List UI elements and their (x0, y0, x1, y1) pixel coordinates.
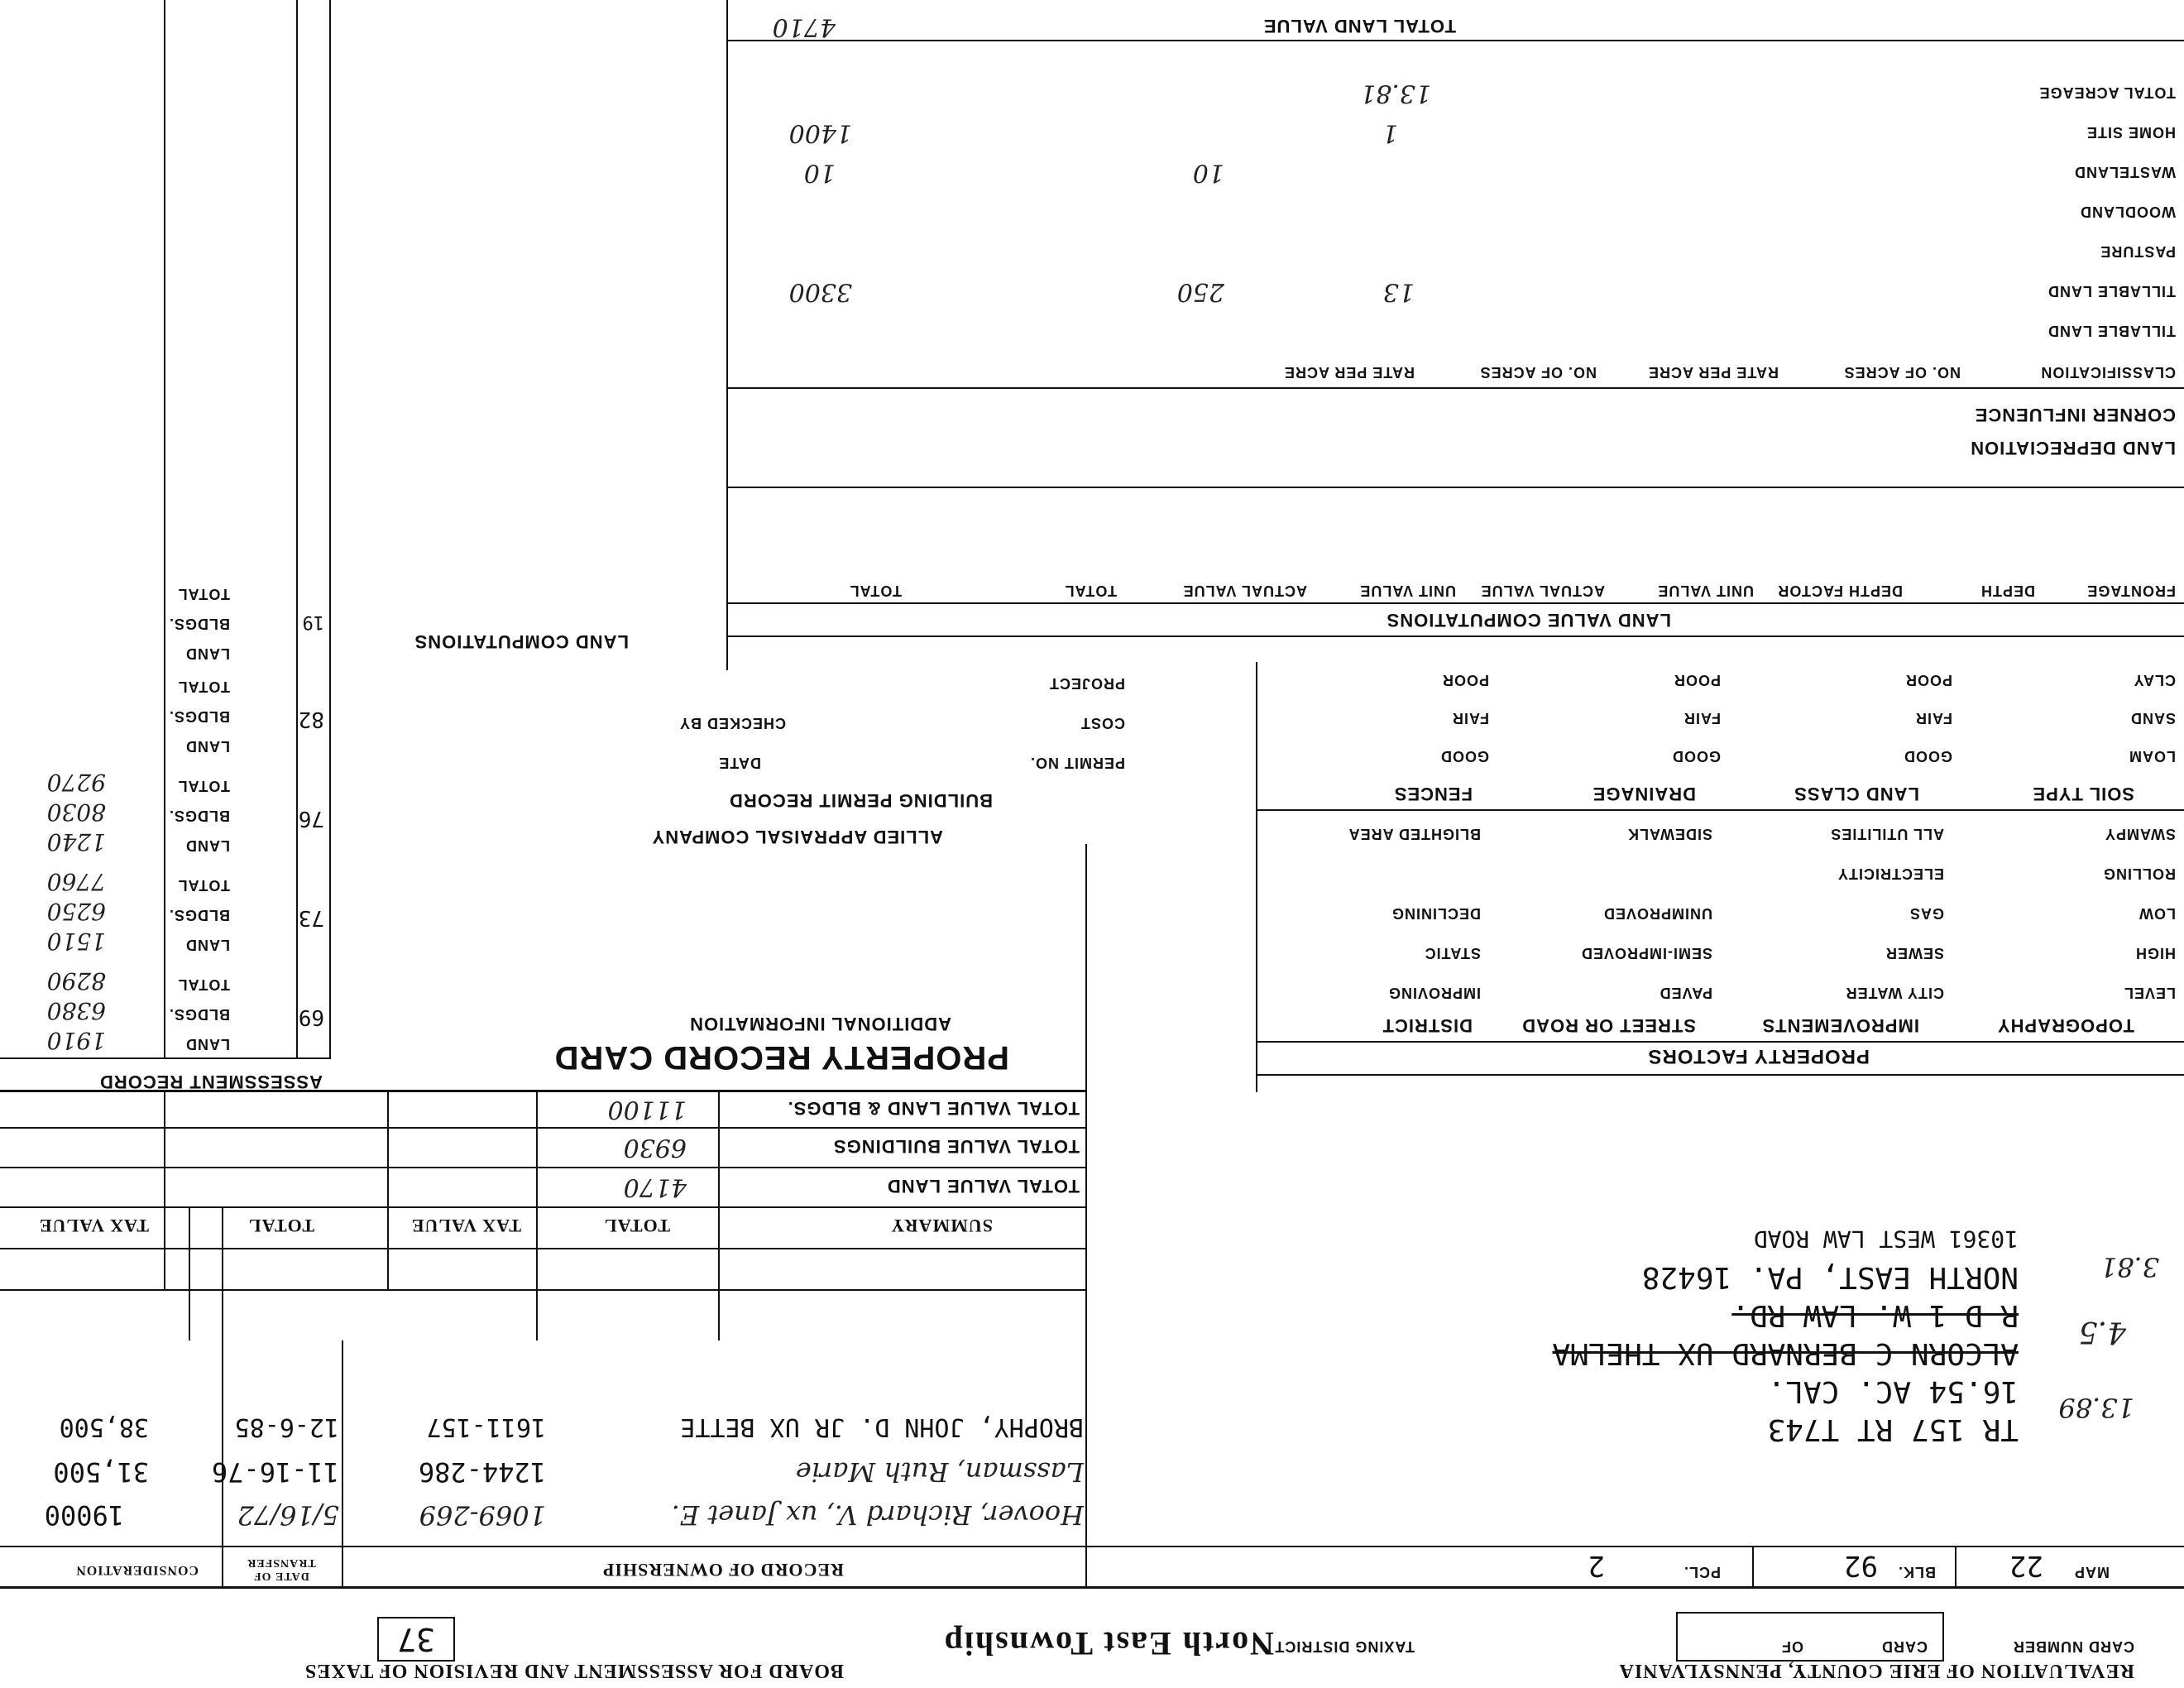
assessment-blank-rows (0, 0, 329, 662)
lv-classification: CLASSIFICATION (2040, 364, 2176, 381)
date-of-transfer-label: DATE OF TRANSFER (247, 1556, 316, 1582)
address-line-5: NORTH EAST, PA. 16428 (1641, 1260, 2019, 1294)
assess-bldgs-1: BLDGS. (168, 1006, 230, 1023)
book-1: 1069-269 (419, 1499, 546, 1531)
summary-tax-value-label-2: TAX VALUE (38, 1216, 149, 1236)
lv-unit-value: UNIT VALUE (1657, 583, 1754, 599)
lv-tillable-1: TILLABLE LAND (2048, 323, 2176, 339)
assess-blank-bldgs: BLDGS. (168, 616, 230, 632)
assess-bldgs-1-val: 6380 (46, 997, 106, 1024)
lv-pasture: PASTURE (2100, 243, 2176, 260)
allied-label: ALLIED APPRAISAL COMPANY (651, 827, 943, 847)
pf-fences: FENCES (1393, 784, 1473, 804)
pf-semi-improved: SEMI-IMPROVED (1580, 945, 1712, 961)
assess-bldgs-2-val: 6250 (46, 898, 106, 925)
property-factors-title: PROPERTY FACTORS (1647, 1045, 1870, 1067)
map-label: MAP (2074, 1564, 2110, 1580)
assess-bldgs-3: BLDGS. (168, 808, 230, 824)
corner-influence-label: CORNER INFLUENCE (1974, 405, 2176, 425)
margin-note-1: 13.89 (2058, 1392, 2134, 1423)
pf-unimproved: UNIMPROVED (1602, 905, 1712, 922)
header-left: REVALUATION OF ERIE COUNTY, PENNSYLVANIA (1618, 1660, 2134, 1681)
map-value: 22 (2009, 1549, 2043, 1582)
margin-note-2: 4.5 (2078, 1315, 2126, 1349)
date-3: 12-6-85 (234, 1412, 339, 1441)
owner-1: Hoover, Richard V., ux Janet E. (671, 1499, 1084, 1531)
lv-tillable-2: TILLABLE LAND (2048, 283, 2176, 300)
pf-city-water: CITY WATER (1845, 985, 1944, 1001)
pf-header-street: STREET OR ROAD (1521, 1015, 1696, 1036)
lv-homesite-total: 1400 (788, 118, 852, 147)
lv-total-acreage: TOTAL ACREAGE (2038, 84, 2176, 101)
pf-fair-3: FAIR (1451, 710, 1489, 727)
lv-home-site: HOME SITE (2086, 124, 2176, 141)
ownership-title: RECORD OF OWNERSHIP (602, 1560, 844, 1580)
lv-no-acres: NO. OF ACRES (1843, 364, 1961, 381)
pf-high: HIGH (2135, 945, 2176, 961)
summary-bldgs-total: 6930 (623, 1133, 687, 1162)
summary-total-label: TOTAL (604, 1216, 670, 1236)
assess-blank-year: 19 (302, 611, 324, 632)
district-box: 37 (377, 1617, 455, 1662)
assess-year-3: 76 (298, 806, 324, 831)
assess-land-2: LAND (185, 937, 230, 953)
total-land-value-label: TOTAL LAND VALUE (1262, 16, 1456, 36)
summary-label: SUMMARY (890, 1216, 993, 1236)
land-value-title: LAND VALUE COMPUTATIONS (1386, 610, 1671, 631)
pf-swampy: SWAMPY (2104, 826, 2176, 842)
assess-year-2: 73 (298, 905, 324, 930)
pf-poor-2: POOR (1673, 672, 1721, 688)
lv-actual-value-2: ACTUAL VALUE (1182, 583, 1307, 599)
assess-total-1-val: 8290 (46, 967, 106, 995)
lv-frontage: FRONTAGE (2086, 583, 2176, 599)
assess-total-1: TOTAL (177, 976, 230, 993)
owner-3: BROPHY, JOHN D. JR UX BETTE (680, 1412, 1084, 1441)
assess-year-1: 69 (298, 1005, 324, 1029)
pf-drainage: DRAINAGE (1592, 784, 1696, 804)
permit-no-label: PERMIT NO. (1029, 755, 1125, 771)
consideration-3: 38,500 (59, 1412, 149, 1441)
pf-fair-2: FAIR (1683, 710, 1721, 727)
pf-fair-1: FAIR (1914, 710, 1952, 727)
assess-total-3: TOTAL (177, 778, 230, 794)
township-name: North East Township (942, 1625, 1274, 1662)
pf-good-3: GOOD (1439, 748, 1489, 765)
lv-tillable-total: 3300 (788, 277, 852, 306)
header-right: BOARD FOR ASSESSMENT AND REVISION OF TAXES (304, 1660, 844, 1681)
pf-low: LOW (2138, 905, 2176, 922)
pf-sand: SAND (2129, 710, 2176, 727)
margin-note-3: 3.81 (2100, 1251, 2159, 1283)
summary-land-label: TOTAL VALUE LAND (886, 1176, 1080, 1196)
address-line-6: 10361 WEST LAW ROAD (1753, 1225, 2019, 1253)
lv-total-acreage-value: 13.81 (1360, 79, 1431, 108)
lv-tillable-rate: 250 (1176, 277, 1224, 306)
owner-2: Lassman, Ruth Marie (795, 1456, 1084, 1488)
address-line-2: 16.54 AC. CAL. (1767, 1374, 2019, 1408)
pf-static: STATIC (1424, 945, 1481, 961)
checked-by-label: CHECKED BY (678, 715, 786, 731)
taxing-district-label: TAXING DISTRICT (1274, 1638, 1415, 1655)
pf-clay: CLAY (2133, 672, 2176, 688)
blk-label: BLK. (1898, 1564, 1936, 1580)
assess-total-2-val: 7760 (46, 868, 106, 895)
pf-paved: PAVED (1659, 985, 1712, 1001)
pcl-label: PCL. (1683, 1564, 1721, 1580)
summary-total-label-2: TOTAL (248, 1216, 314, 1236)
assessment-title: ASSESSMENT RECORD (98, 1072, 323, 1092)
assess-bldgs-4: BLDGS. (168, 708, 230, 725)
assess-total-3-val: 9270 (46, 769, 106, 796)
lv-depth-factor: DEPTH FACTOR (1777, 583, 1903, 599)
land-value-headers (736, 569, 2176, 599)
summary-bldgs-label: TOTAL VALUE BUILDINGS (832, 1136, 1080, 1157)
project-label: PROJECT (1048, 675, 1125, 692)
lv-total-2: TOTAL (849, 583, 902, 599)
pf-sewer: SEWER (1885, 945, 1944, 961)
lv-homesite-acres: 1 (1382, 118, 1398, 147)
card-of-box (1676, 1612, 1944, 1662)
lv-wasteland: WASTELAND (2074, 164, 2176, 180)
pf-sidewalk: SIDEWALK (1626, 826, 1712, 842)
card-label: CARD (1881, 1638, 1928, 1655)
summary-combined-label: TOTAL VALUE LAND & BLDGS. (787, 1098, 1080, 1119)
blk-value: 92 (1844, 1549, 1878, 1582)
permit-date-label: DATE (718, 755, 761, 771)
lv-no-acres-2: NO. OF ACRES (1479, 364, 1597, 381)
address-block (1552, 1220, 2019, 1448)
assess-land-1: LAND (185, 1036, 230, 1053)
lv-actual-value: ACTUAL VALUE (1480, 583, 1605, 599)
assess-land-1-val: 1910 (46, 1027, 106, 1054)
assess-blank-land: LAND (185, 645, 230, 662)
pf-header-improvements: IMPROVEMENTS (1761, 1015, 1919, 1036)
lv-total: TOTAL (1064, 583, 1117, 599)
summary-land-total: 4170 (623, 1172, 687, 1201)
of-label: OF (1781, 1638, 1803, 1655)
assess-blank-total: TOTAL (177, 586, 230, 602)
lv-wasteland-rate: 10 (1192, 158, 1224, 187)
assess-land-2-val: 1510 (46, 928, 106, 955)
address-line-4: R D 1 W. LAW RD. (1731, 1298, 2019, 1332)
pf-header-district: DISTRICT (1382, 1015, 1473, 1036)
lv-tillable-acres: 13 (1382, 277, 1415, 306)
address-line-3: ALCORN C BERNARD UX THELMA (1552, 1336, 2019, 1370)
pf-soil-type: SOIL TYPE (2032, 784, 2134, 804)
cost-label: COST (1080, 715, 1125, 731)
assess-bldgs-2: BLDGS. (168, 907, 230, 923)
assess-land-3-val: 1240 (46, 828, 106, 856)
date-2: 11-16-76 (211, 1456, 339, 1488)
pf-poor-3: POOR (1441, 672, 1489, 688)
pf-improving: IMPROVING (1387, 985, 1481, 1001)
lv-unit-value-2: UNIT VALUE (1359, 583, 1456, 599)
pf-loam: LOAM (2129, 748, 2176, 765)
pf-blighted-area: BLIGHTED AREA (1348, 826, 1481, 842)
book-2: 1244-286 (418, 1456, 546, 1488)
date-1: 5/16/72 (237, 1499, 339, 1531)
pf-header-topography: TOPOGRAPHY (1996, 1015, 2134, 1036)
pf-good-1: GOOD (1903, 748, 1952, 765)
pf-electricity: ELECTRICITY (1837, 866, 1944, 882)
address-line-1: TR 157 RT T743 (1767, 1412, 2019, 1446)
lv-woodland: WOODLAND (2080, 204, 2176, 220)
lv-depth: DEPTH (1980, 583, 2035, 599)
lv-rate-per-acre: RATE PER ACRE (1647, 364, 1779, 381)
consideration-1: 19000 (44, 1499, 124, 1531)
consideration-label: CONSIDERATION (75, 1563, 199, 1577)
pf-poor-1: POOR (1904, 672, 1952, 688)
assess-year-4: 82 (298, 707, 324, 731)
pf-declining: DECLINING (1391, 905, 1481, 922)
building-permit-label: BUILDING PERMIT RECORD (729, 790, 993, 811)
land-computations-label: LAND COMPUTATIONS (414, 631, 629, 652)
pf-good-2: GOOD (1671, 748, 1721, 765)
assess-land-4: LAND (185, 738, 230, 755)
book-3: 1611-157 (426, 1412, 546, 1441)
land-depreciation-label: LAND DEPRECIATION (1970, 438, 2176, 458)
assess-total-2: TOTAL (177, 877, 230, 894)
pcl-value: 2 (1588, 1549, 1605, 1582)
card-number-label: CARD NUMBER (2013, 1638, 2134, 1655)
pf-rolling: ROLLING (2103, 866, 2176, 882)
lv-rate-per-acre-2: RATE PER ACRE (1283, 364, 1415, 381)
property-record-card-title: PROPERTY RECORD CARD (553, 1039, 1009, 1076)
assess-total-4: TOTAL (177, 679, 230, 695)
additional-info-label: ADDITIONAL INFORMATION (689, 1014, 951, 1034)
summary-combined-total: 11100 (607, 1095, 687, 1124)
total-land-value-hand: 4710 (772, 12, 836, 41)
pf-all-utilities: ALL UTILITIES (1830, 826, 1944, 842)
pf-land-class: LAND CLASS (1794, 784, 1919, 804)
pf-level: LEVEL (2123, 985, 2176, 1001)
summary-tax-value-label: TAX VALUE (410, 1216, 521, 1236)
consideration-2: 31,500 (53, 1456, 149, 1488)
assess-land-3: LAND (185, 837, 230, 854)
assess-bldgs-3-val: 8030 (46, 798, 106, 826)
lv-wasteland-total: 10 (803, 158, 836, 187)
pf-gas: GAS (1909, 905, 1944, 922)
